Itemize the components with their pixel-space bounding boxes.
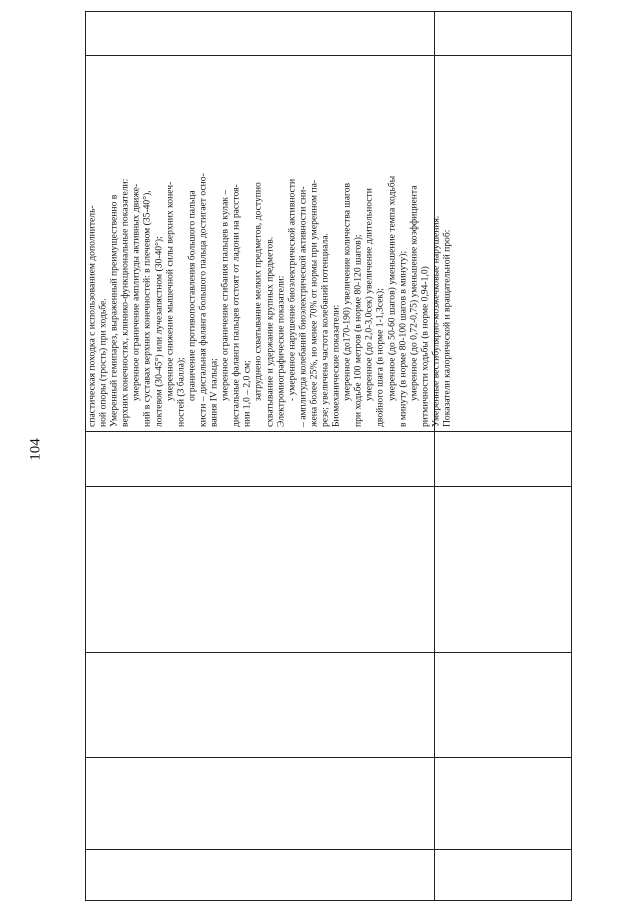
text-line: Биомеханические показатели: [330,304,342,427]
text-line: двойного шага (в норме 1-1,3сек); [374,288,386,427]
text-line: умеренное (до170-190) увеличение количества шагов [341,182,353,401]
text-line: - умеренное нарушение биоэлектрической активности [286,178,298,401]
text-line: схватывание и удержание крупных предметов. [264,236,275,427]
table-row-divider [86,757,571,758]
text-line: жена более 25%, но менее 70% от нормы при умеренном па- [308,179,320,427]
text-line: умеренное ограничение амплитуды активных движе- [130,183,142,401]
text-line: – амплитуда колебаний биоэлектрической активности сни- [297,186,309,427]
table-row-divider [86,55,571,56]
text-line: умеренное ограничение сгибания пальцев в кулак – [219,189,231,401]
text-line: нии 1,0 – 2,0 см; [241,360,253,427]
text-line: Умеренные вестибулярно-мозжечковые нарушения. [430,215,442,427]
text-line: при ходьбе 100 метров (в норме 80-120 шагов); [352,234,364,427]
text-line: Электромиографические показатели: [275,275,287,427]
table-row-divider [86,652,571,653]
text-line: затруднено схватывание мелких предметов, доступно [252,182,264,401]
text-line: в минуту (в норме 80-100 шагов в минуту); [397,250,409,427]
text-line: спастическая походка с использованием дополнитель- [86,205,98,427]
table-row-divider [86,486,571,487]
page-number: 104 [27,438,44,461]
text-line: Показатели калорической и вращательной проб: [441,229,453,427]
text-line: ритмичности ходьбы (в норме 0,94-1,0) [419,266,431,427]
text-line: дистальные фаланги пальцев отстоят от ладони на расстоя- [230,184,242,427]
table-row-divider [86,431,571,432]
text-line: умеренное (до 0,72-0,75) уменьшение коэффициента [408,185,420,401]
text-line: вания IV пальца; [208,358,220,427]
text-line: ной опоры (трость) при ходьбе. [97,298,109,427]
text-line: умеренное (до 50-60 шагов) уменьшение темпа ходьбы [386,175,398,401]
text-line: ограничение противопоставления большого пальца [186,190,198,401]
text-line: кисти – дистальная фаланга большого пальца достигает осно- [197,173,209,427]
table-cell-text [87,57,564,427]
text-line: резе; увеличена частота колебаний потенциала. [319,233,331,427]
text-line: Умеренный гемипарез, выраженный преимущественно в [108,194,120,427]
text-line: ностей (3 балла); [175,357,187,427]
text-line: ний в суставах верхних конечностей: в плечевом (35-40°), [141,190,153,427]
text-line: умеренное снижение мышечной силы верхних конеч- [164,181,176,401]
text-line: локтевом (30-45°) или лучезапястном (30-40°); [153,236,165,427]
text-line: верхних конечностях, клинико-функциональные показатели: [119,178,131,427]
text-line: умеренное (до 2,0-3,0сек) увеличение длительности [363,188,375,401]
table-row-divider [86,849,571,850]
